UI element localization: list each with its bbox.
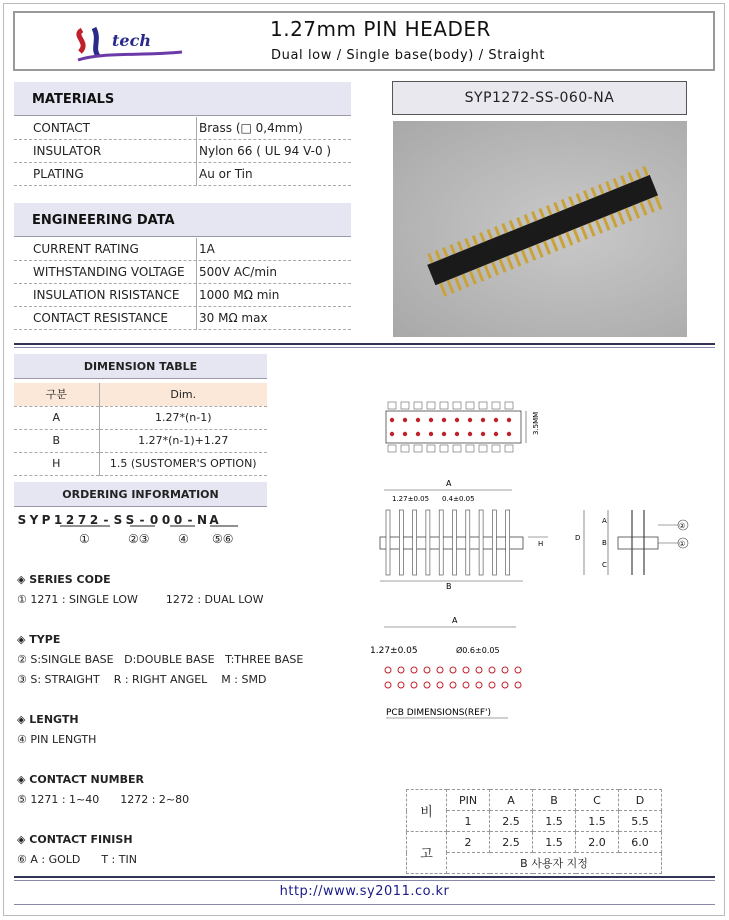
series-code-text: ① 1271 : SINGLE LOW 1272 : DUAL LOW	[17, 593, 264, 606]
page-subtitle: Dual low / Single base(body) / Straight	[271, 48, 546, 63]
pin	[461, 274, 469, 288]
type-label: ◈ TYPE	[17, 633, 61, 646]
pcb-hole	[411, 682, 417, 688]
ordering-code-char: -	[139, 513, 145, 527]
pcb-hole	[450, 667, 456, 673]
pin-number-box	[505, 445, 513, 452]
divider	[14, 904, 715, 905]
pin	[642, 166, 649, 176]
pin	[617, 211, 625, 225]
pin	[494, 226, 501, 236]
pin	[595, 220, 603, 234]
pin-dot	[442, 432, 446, 436]
dimension-table: 구분 Dim. A 1.27*(n-1) B 1.27*(n-1)+1.27 H 1.5 (SUSTOMER'S OPTION)	[14, 383, 267, 476]
materials-row: PLATING Au or Tin	[14, 163, 351, 186]
ordering-code-char: N	[196, 513, 208, 527]
pin	[561, 199, 568, 209]
pcb-pitch-label: 1.27±0.05	[370, 646, 418, 656]
pin	[580, 226, 588, 240]
pin	[588, 223, 596, 237]
pin-dot	[429, 432, 433, 436]
pin	[464, 238, 471, 248]
pin	[435, 250, 442, 260]
pin	[491, 262, 499, 276]
dim-h-label: H	[538, 540, 544, 548]
pin	[610, 214, 618, 228]
pcb-hole	[489, 667, 495, 673]
logo-text: tech	[112, 31, 151, 50]
pin	[565, 232, 573, 246]
pin	[469, 271, 477, 285]
pitch-label: 1.27±0.05	[392, 495, 430, 503]
pin	[550, 238, 558, 252]
divider	[14, 880, 715, 881]
pcb-hole	[398, 667, 404, 673]
dim-a-pcb: A	[452, 616, 458, 625]
pin	[583, 190, 590, 200]
pin	[613, 178, 620, 188]
pin-dot	[507, 432, 511, 436]
pin-number-box	[401, 402, 409, 409]
pin-number-box	[440, 445, 448, 452]
pcb-hole	[424, 667, 430, 673]
contact-number-label: ◈ CONTACT NUMBER	[17, 773, 144, 786]
callout-2: ②	[679, 522, 686, 530]
dim-b-front: B	[446, 582, 452, 591]
pin-number-box	[427, 402, 435, 409]
pin-dot	[468, 432, 472, 436]
materials-row: INSULATOR Nylon 66 ( UL 94 V-0 )	[14, 140, 351, 163]
pin	[487, 229, 494, 239]
header-pin	[479, 510, 483, 575]
pin-dot	[390, 432, 394, 436]
pin	[620, 175, 627, 185]
type-text-2: ③ S: STRAIGHT R : RIGHT ANGEL M : SMD	[17, 673, 267, 686]
pin-number-box	[466, 445, 474, 452]
pin	[499, 259, 507, 273]
ordering-code-char: 7	[77, 513, 87, 527]
pin	[521, 250, 529, 264]
materials-row: CONTACT Brass (□ 0,4mm)	[14, 117, 351, 140]
pcb-hole	[437, 667, 443, 673]
contact-finish-text: ⑥ A : GOLD T : TIN	[17, 853, 137, 866]
pin	[454, 277, 462, 291]
ordering-code-char: 0	[173, 513, 183, 527]
pcb-hole	[385, 667, 391, 673]
pin	[449, 244, 456, 254]
sy-tech-logo	[72, 22, 192, 66]
pin	[605, 181, 612, 191]
pin	[632, 205, 640, 219]
pin-number-box	[492, 402, 500, 409]
pin	[513, 253, 521, 267]
ordering-code-char: -	[187, 513, 193, 527]
ordering-code-char: 2	[65, 513, 75, 527]
pin-number-box	[479, 445, 487, 452]
pin	[635, 169, 642, 179]
pin	[524, 214, 531, 224]
engineering-row: WITHSTANDING VOLTAGE 500V AC/min	[14, 261, 351, 284]
header-pin	[439, 510, 443, 575]
pin	[528, 247, 536, 261]
ordering-code-char: 0	[149, 513, 159, 527]
ordering-code-char: A	[209, 513, 219, 527]
website-link[interactable]: http://www.sy2011.co.kr	[279, 884, 450, 899]
header-pin	[413, 510, 417, 575]
ordering-num: ④	[178, 532, 189, 546]
pin-dot	[442, 418, 446, 422]
divider	[14, 347, 715, 348]
pcb-hole	[502, 682, 508, 688]
ordering-code-char: P	[41, 513, 51, 527]
pcb-hole	[476, 667, 482, 673]
pin-number-box	[388, 445, 396, 452]
pcb-dimension-label: PCB DIMENSIONS(REF')	[386, 708, 492, 718]
pin-number-box	[479, 402, 487, 409]
engineering-heading: ENGINEERING DATA	[14, 203, 351, 237]
pin	[573, 229, 581, 243]
ordering-code-char: S	[125, 513, 135, 527]
pin	[647, 199, 655, 213]
ordering-code-char: 2	[89, 513, 99, 527]
pin	[538, 208, 545, 218]
engineering-row: CONTACT RESISTANCE 30 MΩ max	[14, 307, 351, 330]
materials-heading: MATERIALS	[14, 82, 351, 116]
pin-number-box	[505, 402, 513, 409]
pin	[558, 235, 566, 249]
pin-number-box	[453, 402, 461, 409]
pin	[546, 205, 553, 215]
header-pin	[386, 510, 390, 575]
divider	[14, 343, 715, 345]
engineering-row: INSULATION RISISTANCE 1000 MΩ min	[14, 284, 351, 307]
pin	[576, 193, 583, 203]
pcb-hole-label: Ø0.6±0.05	[456, 646, 500, 655]
pin	[543, 241, 551, 255]
spec-table: 비 PIN A B C D 1 2.5 1.5 1.5 5.5 고 2 2.5 1.5 2.0 6.0 B 사용자 지정	[406, 789, 662, 874]
pin	[484, 265, 492, 279]
pin	[536, 244, 544, 258]
pcb-hole	[385, 682, 391, 688]
pin	[457, 241, 464, 251]
pin	[439, 283, 447, 297]
header-pin	[466, 510, 470, 575]
ordering-underlines	[60, 524, 250, 528]
pcb-hole	[515, 682, 521, 688]
pin-dot	[494, 418, 498, 422]
pin	[654, 196, 662, 210]
pin	[479, 232, 486, 242]
product-photo	[393, 121, 687, 337]
pcb-hole	[398, 682, 404, 688]
ordering-code-char: S	[113, 513, 123, 527]
contact-finish-label: ◈ CONTACT FINISH	[17, 833, 133, 846]
length-label: ◈ LENGTH	[17, 713, 79, 726]
pin-dot	[390, 418, 394, 422]
pin	[602, 217, 610, 231]
pin-number-box	[414, 402, 422, 409]
pin	[568, 196, 575, 206]
pin-dot	[455, 432, 459, 436]
length-text: ④ PIN LENGTH	[17, 733, 97, 746]
ordering-code-char: -	[103, 513, 109, 527]
pin	[627, 172, 634, 182]
header-pin	[453, 510, 457, 575]
callout-1: ①	[679, 540, 686, 548]
part-number-box: SYP1272-SS-060-NA	[392, 81, 687, 115]
ordering-heading: ORDERING INFORMATION	[14, 482, 267, 507]
pin	[427, 253, 434, 263]
pcb-hole	[411, 667, 417, 673]
pin-dot	[455, 418, 459, 422]
contact-number-text: ⑤ 1271 : 1~40 1272 : 2~80	[17, 793, 190, 806]
pcb-hole	[437, 682, 443, 688]
page-title: 1.27mm PIN HEADER	[270, 17, 491, 41]
pin-number-box	[466, 402, 474, 409]
pcb-hole	[450, 682, 456, 688]
pin	[509, 220, 516, 230]
pin-number-box	[427, 445, 435, 452]
ordering-code-char: 0	[161, 513, 171, 527]
header-pin	[506, 510, 510, 575]
pcb-hole	[424, 682, 430, 688]
pin	[553, 202, 560, 212]
side-b: B	[602, 539, 607, 547]
pin	[447, 280, 455, 294]
pin	[506, 256, 514, 270]
pin-dot	[416, 432, 420, 436]
pcb-hole	[476, 682, 482, 688]
header-pin	[492, 510, 496, 575]
pin-dot	[403, 418, 407, 422]
pin-square-label: 0.4±0.05	[442, 495, 475, 503]
technical-drawing	[370, 395, 710, 725]
pin	[625, 208, 633, 222]
pin-dot	[429, 418, 433, 422]
pin-number-box	[401, 445, 409, 452]
side-c: C	[602, 561, 607, 569]
engineering-row: CURRENT RATING 1A	[14, 238, 351, 261]
pin-dot	[403, 432, 407, 436]
type-text-1: ② S:SINGLE BASE D:DOUBLE BASE T:THREE BASE	[17, 653, 304, 666]
pin-dot	[481, 432, 485, 436]
pcb-hole	[502, 667, 508, 673]
pcb-hole	[515, 667, 521, 673]
pin	[501, 223, 508, 233]
ordering-code-char: 1	[53, 513, 63, 527]
pin	[442, 247, 449, 257]
pin-number-box	[492, 445, 500, 452]
pin-dot	[416, 418, 420, 422]
pin-dot	[481, 418, 485, 422]
pcb-hole	[489, 682, 495, 688]
pin-dot	[507, 418, 511, 422]
pcb-hole	[463, 667, 469, 673]
pin	[472, 235, 479, 245]
header-pin	[399, 510, 403, 575]
pcb-hole	[463, 682, 469, 688]
pin-dot	[494, 432, 498, 436]
height-label: 3.5MM	[532, 411, 540, 435]
pin	[476, 268, 484, 282]
pin	[531, 211, 538, 221]
pin-dot	[468, 418, 472, 422]
divider	[14, 876, 715, 878]
dimension-table-heading: DIMENSION TABLE	[14, 354, 267, 379]
pin-number-box	[388, 402, 396, 409]
header-pin	[426, 510, 430, 575]
side-d: D	[575, 534, 581, 542]
pin-number-box	[453, 445, 461, 452]
dim-a-front: A	[446, 479, 452, 488]
pin	[590, 187, 597, 197]
ordering-num: ⑤⑥	[212, 532, 234, 546]
pin-number-box	[414, 445, 422, 452]
ordering-num: ①	[79, 532, 90, 546]
ordering-code-char: S	[17, 513, 27, 527]
series-code-label: ◈ SERIES CODE	[17, 573, 111, 586]
pin-number-box	[440, 402, 448, 409]
pin	[516, 217, 523, 227]
side-a: A	[602, 517, 607, 525]
pin	[639, 202, 647, 216]
ordering-code-char: Y	[29, 513, 39, 527]
ordering-num: ②③	[128, 532, 150, 546]
pin	[598, 184, 605, 194]
